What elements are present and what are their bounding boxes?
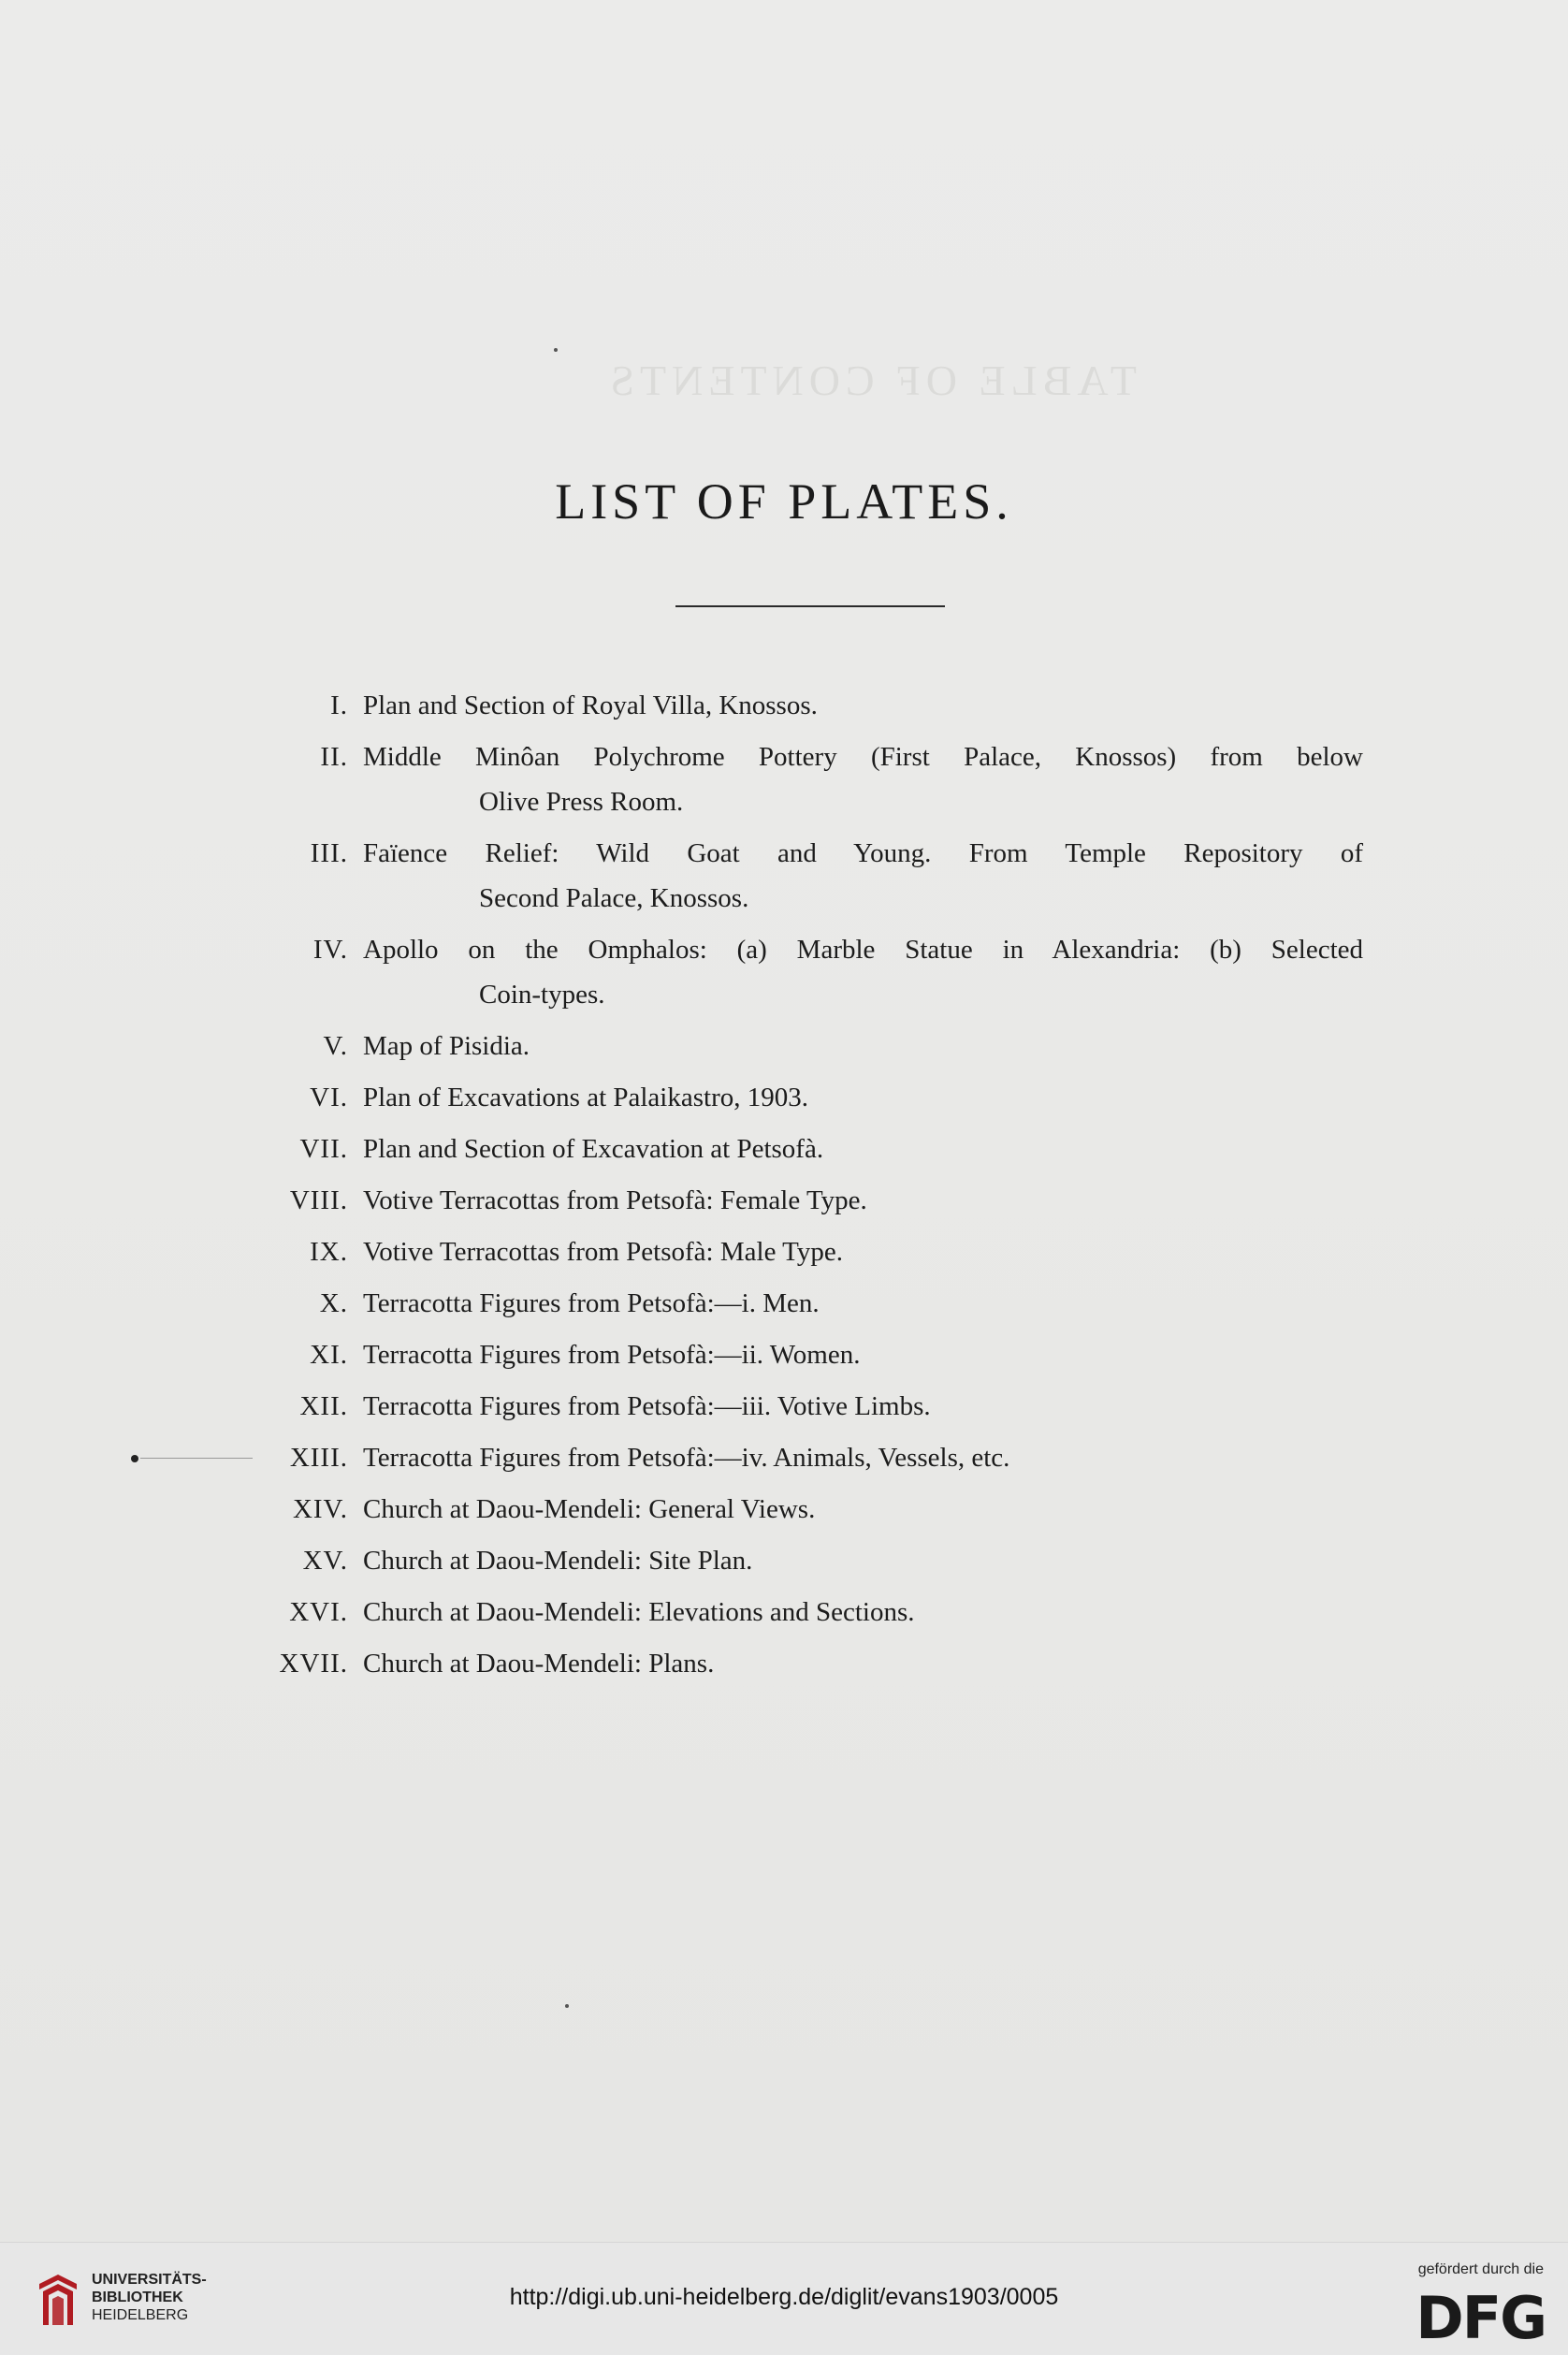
library-name-line: BIBLIOTHEK — [92, 2290, 183, 2305]
plate-title: Terracotta Figures from Petsofà:—i. Men. — [363, 1288, 820, 1318]
plate-entry — [187, 1538, 1363, 1583]
plate-entry — [187, 1487, 1363, 1532]
plate-number: III. — [310, 838, 348, 868]
plate-title: Plan and Section of Royal Villa, Knossos. — [363, 691, 818, 720]
plate-title: Terracotta Figures from Petsofà:—iii. Votive Limbs. — [363, 1391, 931, 1421]
plate-title: Votive Terracottas from Petsofà: Male Type. — [363, 1237, 843, 1267]
plate-number: VI. — [310, 1083, 348, 1112]
plate-title: Church at Daou-Mendeli: Site Plan. — [363, 1546, 753, 1576]
margin-mark — [131, 1455, 138, 1462]
plate-number: XVII. — [279, 1649, 348, 1679]
plate-title: Church at Daou-Mendeli: General Views. — [363, 1494, 816, 1524]
plate-number: XIII. — [289, 1443, 348, 1473]
plate-title: Church at Daou-Mendeli: Plans. — [363, 1649, 715, 1679]
plate-entry — [187, 1178, 1363, 1223]
plate-title: Terracotta Figures from Petsofà:—iv. Animals, Vessels, etc. — [363, 1443, 1010, 1473]
plate-title: Apollo on the Omphalos: (a) Marble Statue in Alexandria: (b) Selected — [363, 935, 1363, 965]
plate-entry — [187, 1075, 1363, 1120]
ink-speck — [565, 2004, 569, 2008]
plate-title-continued: Second Palace, Knossos. — [479, 883, 749, 913]
plate-entry — [187, 927, 1363, 1017]
plate-title: Plan and Section of Excavation at Petsofà. — [363, 1134, 824, 1164]
plate-title: Faïence Relief: Wild Goat and Young. From Temple Repository of — [363, 838, 1363, 868]
plate-number: II. — [320, 742, 348, 772]
plate-title: Map of Pisidia. — [363, 1031, 530, 1061]
plate-entry — [187, 1024, 1363, 1068]
plate-number: XV. — [302, 1546, 348, 1576]
plate-entry — [187, 1229, 1363, 1274]
plate-entry — [187, 1127, 1363, 1171]
plate-entry — [187, 1281, 1363, 1326]
plate-title-continued: Olive Press Room. — [479, 787, 684, 817]
library-name-line: HEIDELBERG — [92, 2307, 189, 2323]
plate-entry — [187, 734, 1363, 824]
page-title: LIST OF PLATES. — [555, 473, 1013, 530]
plate-entry — [187, 1590, 1363, 1635]
digitization-footer — [0, 2242, 1568, 2355]
plate-number: IX. — [310, 1237, 348, 1267]
library-name-line: UNIVERSITÄTS- — [92, 2272, 207, 2288]
plate-number: XI. — [310, 1340, 348, 1370]
title-rule — [675, 605, 945, 607]
dfg-logo-icon: DFG — [1416, 2284, 1546, 2352]
dfg-caption: gefördert durch die — [1417, 2261, 1544, 2277]
plate-title: Votive Terracottas from Petsofà: Female Type. — [363, 1185, 867, 1215]
plate-title: Church at Daou-Mendeli: Elevations and Sections. — [363, 1597, 915, 1627]
plates-list — [187, 683, 1363, 1693]
margin-line — [140, 1458, 253, 1459]
plate-entry — [187, 683, 1363, 728]
plate-entry — [187, 1435, 1363, 1480]
plate-number: XVI. — [289, 1597, 348, 1627]
plate-number: I. — [330, 691, 348, 720]
plate-number: X. — [319, 1288, 348, 1318]
permalink[interactable]: http://digi.ub.uni-heidelberg.de/diglit/evans1903/0005 — [509, 2284, 1059, 2310]
ink-speck — [554, 348, 558, 352]
plate-title-continued: Coin-types. — [479, 980, 605, 1010]
plate-number: VII. — [299, 1134, 348, 1164]
plate-title: Plan of Excavations at Palaikastro, 1903. — [363, 1083, 808, 1112]
plate-entry — [187, 1641, 1363, 1686]
plate-entry — [187, 831, 1363, 921]
plate-title: Terracotta Figures from Petsofà:—ii. Women. — [363, 1340, 861, 1370]
bleed-through-text: TABLE OF CONTENTS — [604, 356, 1137, 404]
plate-number: XIV. — [292, 1494, 348, 1524]
plate-entry — [187, 1384, 1363, 1429]
plate-number: IV. — [312, 935, 348, 965]
plate-number: VIII. — [289, 1185, 348, 1215]
plate-title: Middle Minôan Polychrome Pottery (First Palace, Knossos) from below — [363, 742, 1363, 772]
plate-number: V. — [323, 1031, 348, 1061]
plate-entry — [187, 1332, 1363, 1377]
plate-number: XII. — [299, 1391, 348, 1421]
